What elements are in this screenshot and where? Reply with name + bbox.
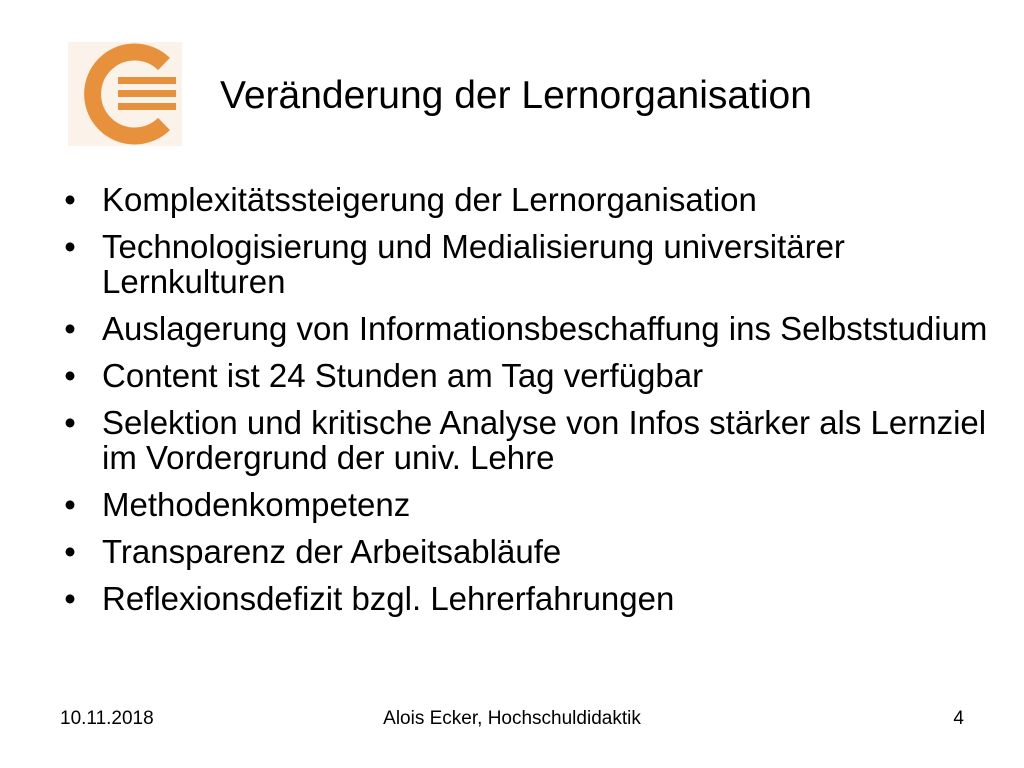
orange-c-stripes-logo-icon [68, 42, 182, 146]
list-item [58, 405, 988, 475]
bullet-dot-icon: • [64, 181, 76, 218]
bullet-text: Komplexitätssteigerung der Lernorganisation [102, 181, 757, 218]
bullet-text: Reflexionsdefizit bzgl. Lehrerfahrungen [102, 580, 675, 617]
bullet-list [58, 182, 988, 628]
bullet-dot-icon: • [64, 580, 76, 617]
footer-author: Alois Ecker, Hochschuldidaktik [383, 708, 641, 729]
bullet-text: Transparenz der Arbeitsabläufe [102, 533, 562, 570]
bullet-text: Technologisierung und Medialisierung universitärer Lernkulturen [102, 228, 845, 300]
bullet-text: Selektion und kritische Analyse von Infos stärker als Lernziel im Vordergrund der univ. Lehre [102, 404, 987, 476]
bullet-dot-icon: • [64, 357, 76, 394]
list-item [58, 358, 988, 393]
list-item [58, 487, 988, 522]
bullet-dot-icon: • [64, 404, 76, 441]
bullet-dot-icon: • [64, 486, 76, 523]
bullet-text: Methodenkompetenz [102, 486, 411, 523]
bullet-dot-icon: • [64, 228, 76, 265]
list-item [58, 534, 988, 569]
bullet-text: Auslagerung von Informationsbeschaffung ins Selbststudium [102, 310, 988, 347]
logo [68, 42, 182, 146]
page-number: 4 [953, 708, 964, 729]
list-item [58, 581, 988, 616]
list-item [58, 311, 988, 346]
bullet-text: Content ist 24 Stunden am Tag verfügbar [102, 357, 704, 394]
footer-date: 10.11.2018 [60, 708, 154, 729]
list-item [58, 182, 988, 217]
list-item [58, 229, 988, 299]
slide-title: Veränderung der Lernorganisation [220, 74, 812, 117]
bullet-dot-icon: • [64, 533, 76, 570]
bullet-dot-icon: • [64, 310, 76, 347]
